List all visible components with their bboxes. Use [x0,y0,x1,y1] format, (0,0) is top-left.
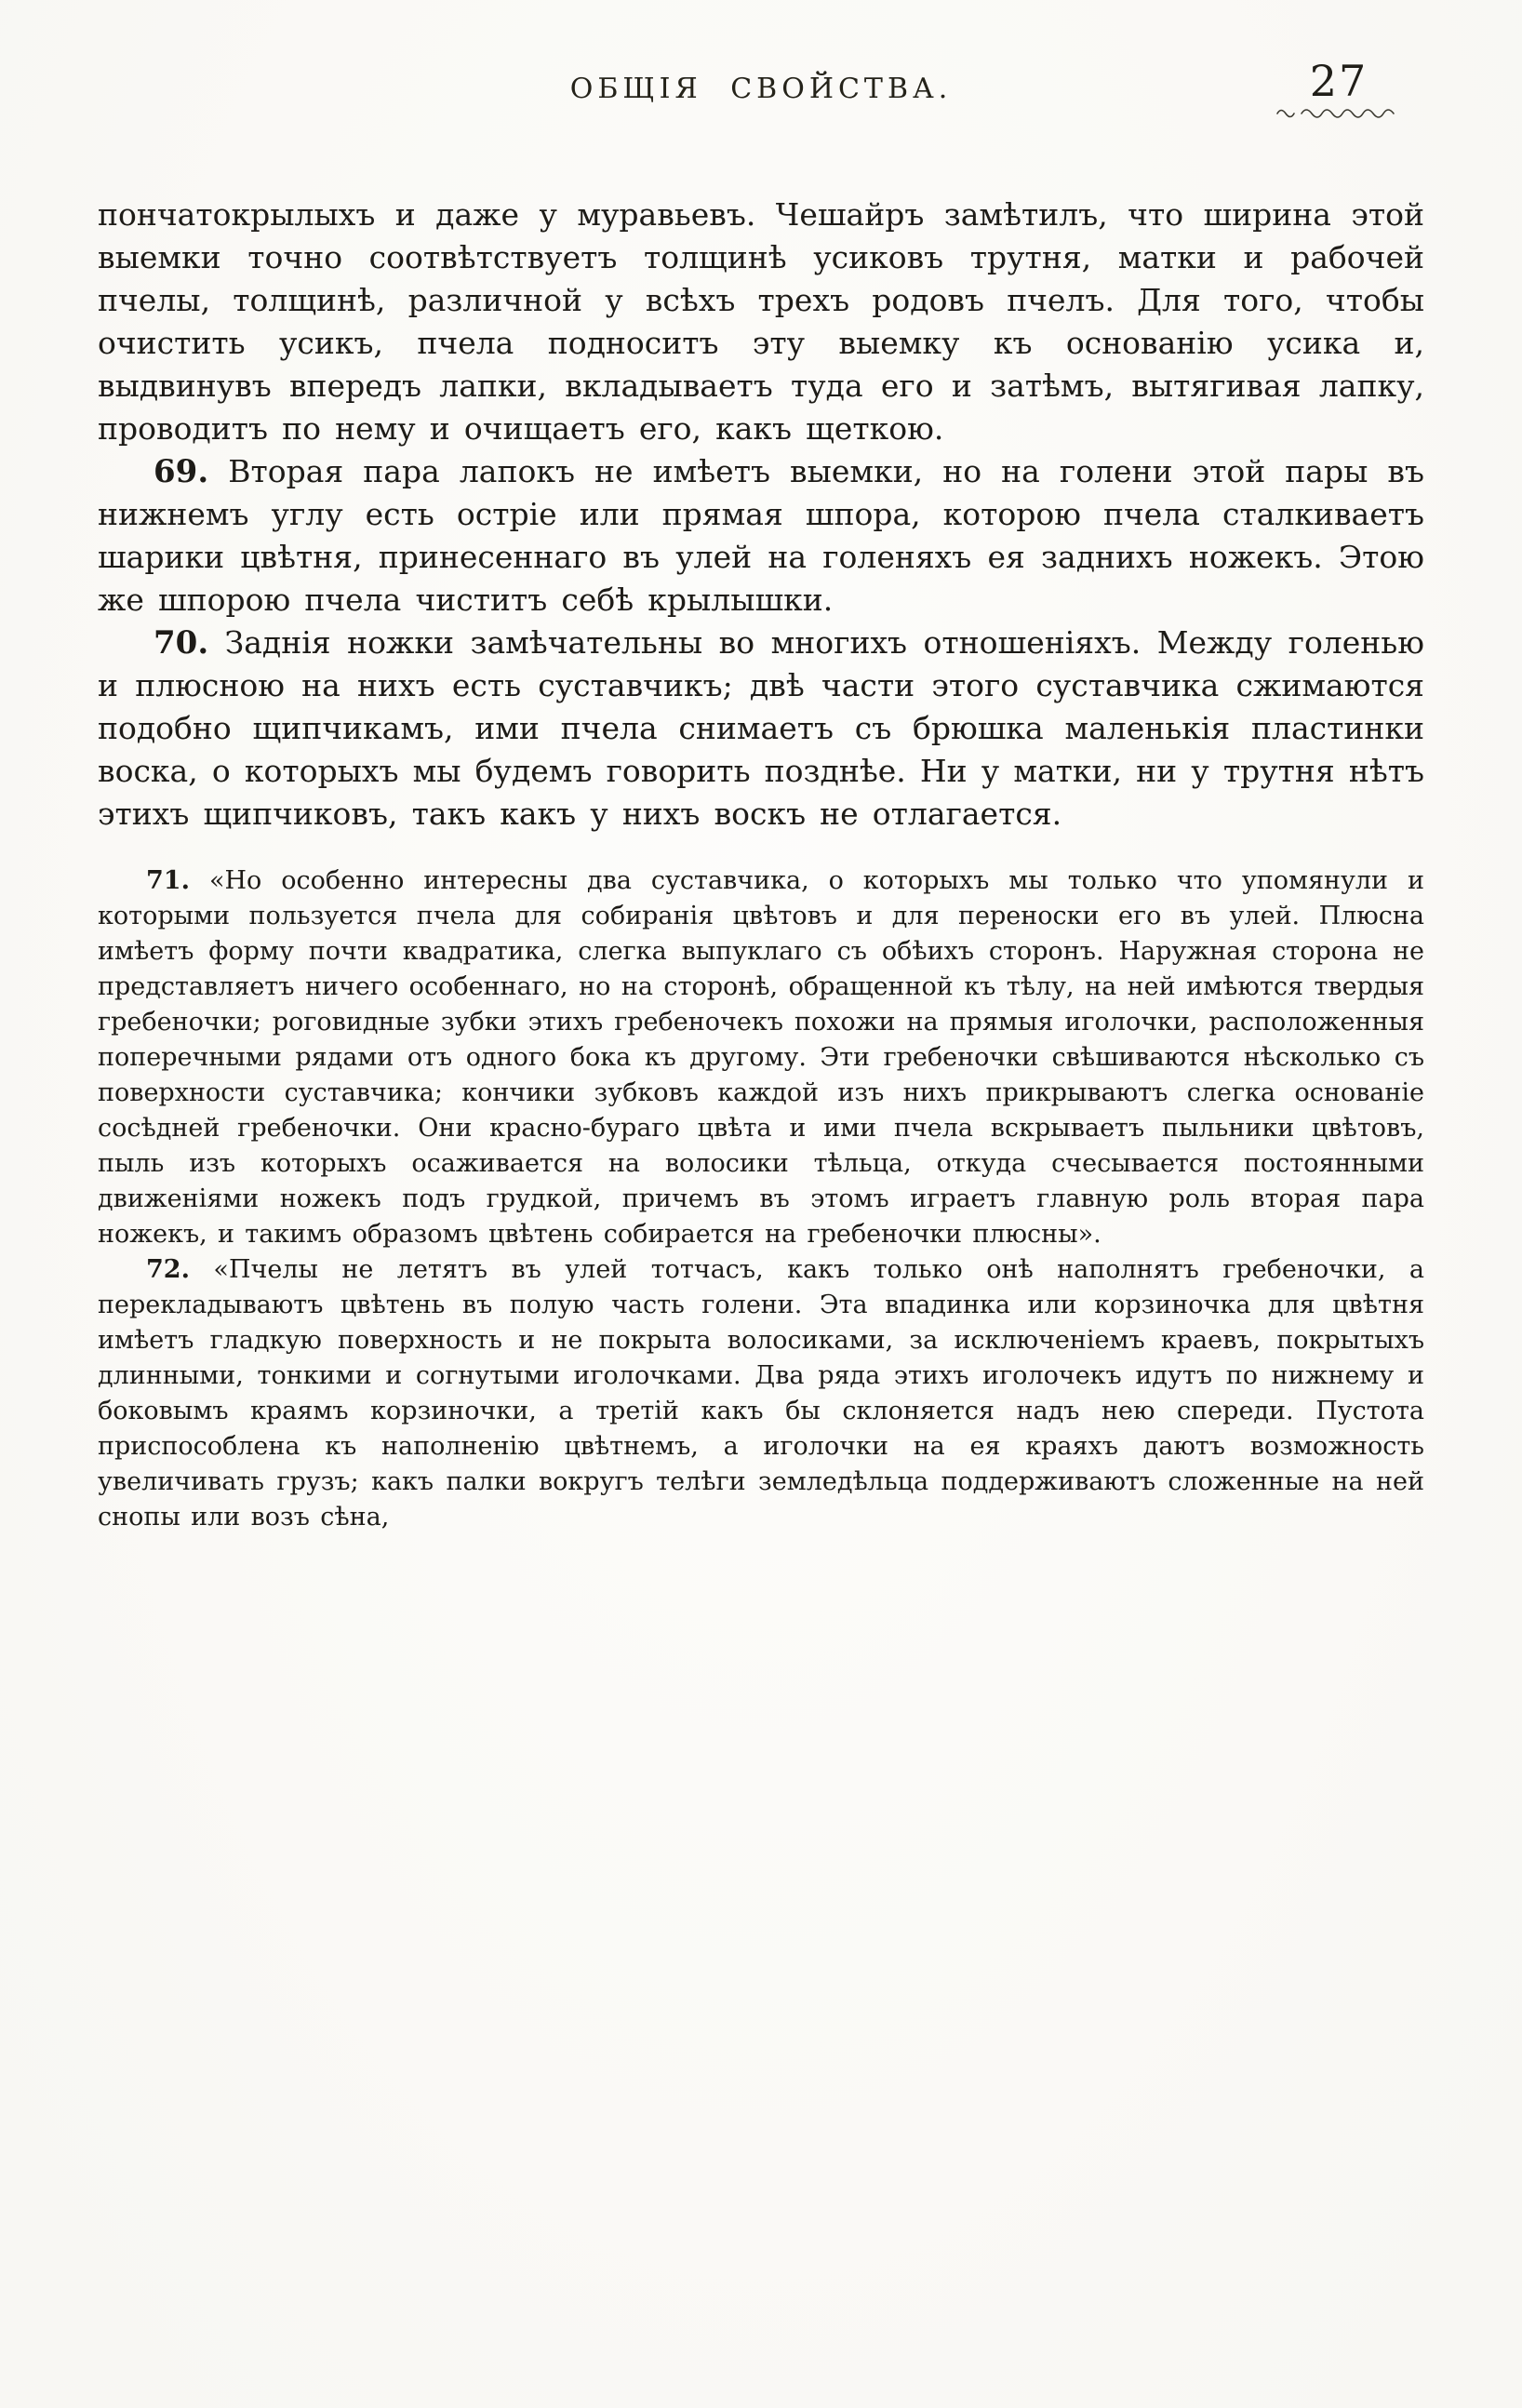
paragraph-70 [98,622,1424,836]
section-number: 69. [154,453,209,490]
paragraph-text: Вторая пара лапокъ не имѣетъ выемки, но на голени этой пары въ нижнемъ углу есть остріе или прямая шпора, которою пчела сталкиваетъ шарики цвѣтня, принесеннаго въ улей на голеняхъ ея заднихъ ножекъ. Этою же шпорою пчела чиститъ себѣ крылышки. [98,453,1424,618]
wavy-line-ornament [1275,105,1402,120]
paragraph-text: «Пчелы не летятъ въ улей тотчасъ, какъ только онѣ наполнятъ гребеночки, а перекладываютъ цвѣтень въ полую часть голени. Эта впадинка или корзиночка для цвѣтня имѣетъ гладкую поверхность и не покрыта волосиками, за исключеніемъ краевъ, покрытыхъ длинными, тонкими и согнутыми иголочками. Два ряда этихъ иголочекъ идутъ по нижнему и боковымъ краямъ корзиночки, а третій какъ бы склоняется надъ нею спереди. Пустота приспособлена къ наполненію цвѣтнемъ, а иголочки на ея краяхъ даютъ возможность увеличивать грузъ; какъ палки вокругъ телѣги земледѣльца поддерживаютъ сложенные на ней снопы или возъ сѣна, [98,1255,1424,1532]
page-number-block [1275,58,1402,120]
running-title: ОБЩІЯ СВОЙСТВА. [569,73,953,105]
continued-paragraph [98,194,1424,450]
section-number: 72. [146,1255,190,1284]
page-number: 27 [1309,56,1368,106]
page-header [98,58,1424,153]
paragraph-text: «Но особенно интересны два суставчика, о которыхъ мы только что упомянули и которыми пользуется пчела для собиранія цвѣтовъ и для переноски его въ улей. Плюсна имѣетъ форму почти квадратика, слегка выпуклаго съ обѣихъ сторонъ. Наружная сторона не представляетъ ничего особеннаго, но на сторонѣ, обращенной къ тѣлу, на ней имѣются твердыя гребеночки; роговидные зубки этихъ гребеночекъ похожи на прямыя иголочки, расположенныя поперечными рядами отъ одного бока къ другому. Эти гребеночки свѣшиваются нѣсколько съ поверхности суставчика; кончики зубковъ каждой изъ нихъ прикрываютъ слегка основаніе сосѣдней гребеночки. Они красно-бураго цвѣта и ими пчела вскрываетъ пыльники цвѣтовъ, пыль изъ которыхъ осаживается на волосики тѣльца, откуда счесывается постоянными движеніями ножекъ подъ грудкой, причемъ въ этомъ играетъ главную роль вторая пара ножекъ, и такимъ образомъ цвѣтень собирается на гребеночки плюсны». [98,866,1424,1249]
paragraph-text: Заднія ножки замѣчательны во многихъ отношеніяхъ. Между голенью и плюсною на нихъ есть суставчикъ; двѣ части этого суставчика сжимаются подобно щипчикамъ, ими пчела снимаетъ съ брюшка маленькія пластинки воска, о которыхъ мы будемъ говорить позднѣе. Ни у матки, ни у трутня нѣтъ этихъ щипчиковъ, такъ какъ у нихъ воскъ не отлагается. [98,624,1424,832]
section-number: 71. [146,866,190,895]
paragraph-text: пончатокрылыхъ и даже у муравьевъ. Чешайръ замѣтилъ, что ширина этой выемки точно соотвѣтствуетъ толщинѣ усиковъ трутня, матки и рабочей пчелы, толщинѣ, различной у всѣхъ трехъ родовъ пчелъ. Для того, чтобы очистить усикъ, пчела подноситъ эту выемку къ основанію усика и, выдвинувъ впередъ лапки, вкладываетъ туда его и затѣмъ, вытягивая лапку, проводитъ по нему и очищаетъ его, какъ щеткою. [98,196,1424,447]
paragraph-72 [98,1252,1424,1535]
text-block [98,194,1424,1535]
paragraph-69 [98,450,1424,622]
paragraph-71 [98,863,1424,1252]
section-number: 70. [154,624,209,662]
